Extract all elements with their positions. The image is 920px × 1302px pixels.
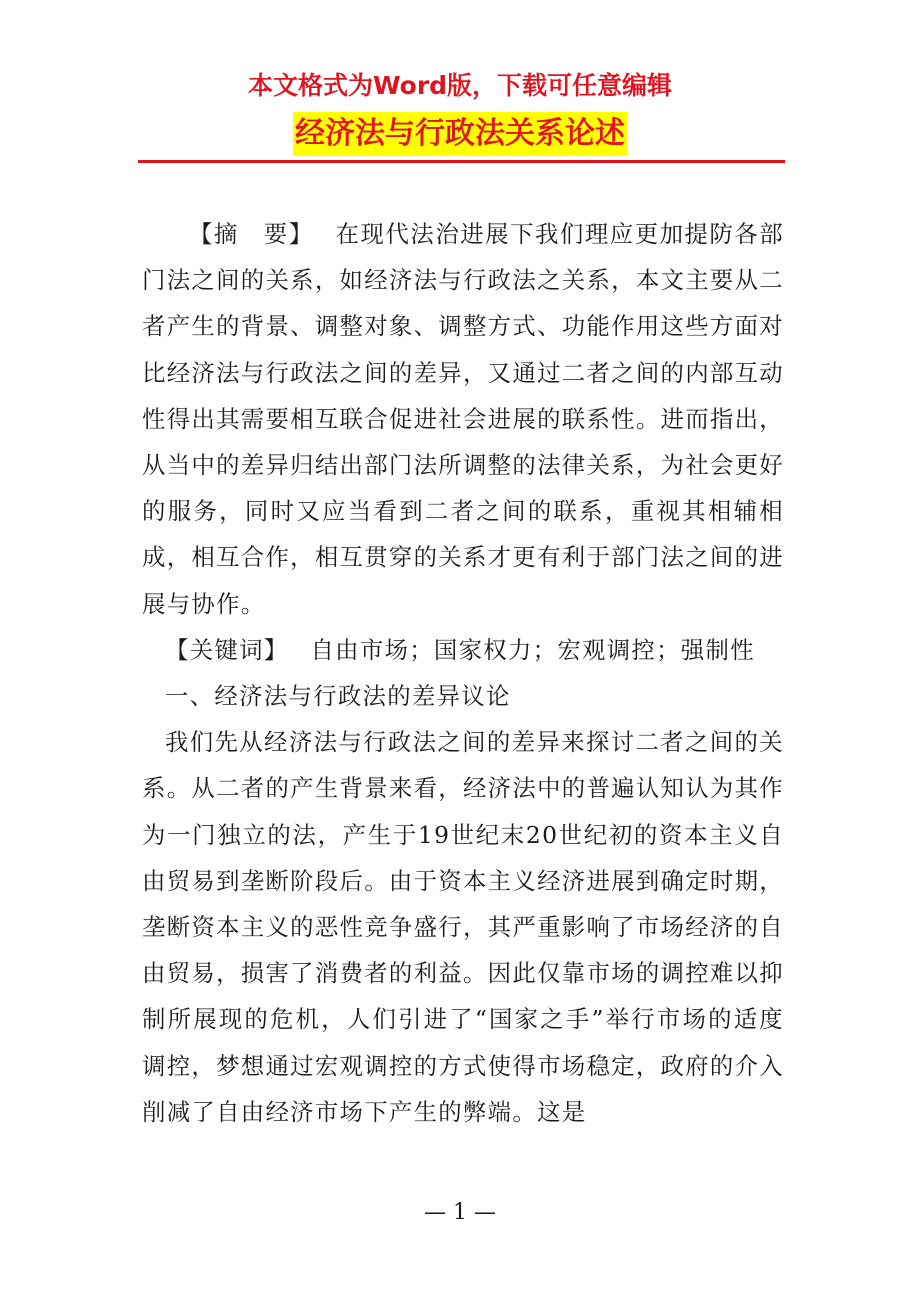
- abstract-text: 在现代法治进展下我们理应更加提防各部门法之间的关系，如经济法与行政法之关系，本文主要从二者产生的背景、调整对象、调整方式、功能作用这些方面对比经济法与行政法之间的差异，又通过二者之间的内部互动性得出其需要相互联合促进社会进展的联系性。进而指出，从当中的差异归结出部门法所调整的法律关系，为社会更好的服务，同时又应当看到二者之间的联系，重视其相辅相成，相互合作，相互贯穿的关系才更有利于部门法之间的进展与协作。: [142, 220, 785, 618]
- format-notice: 本文格式为Word版，下载可任意编辑: [247, 71, 673, 100]
- keywords-paragraph: [142, 627, 784, 673]
- document-body: [142, 211, 784, 1135]
- abstract-paragraph: [142, 211, 784, 627]
- page-number: — 1 —: [424, 1200, 496, 1225]
- section-heading: 一、经济法与行政法的差异议论: [165, 682, 511, 711]
- keywords-text: 自由市场；国家权力；宏观调控；强制性: [310, 635, 755, 664]
- keywords-label: 【关键词】: [165, 635, 289, 664]
- title-divider: [138, 160, 785, 163]
- abstract-label: 【摘 要】: [189, 220, 314, 248]
- document-title: 经济法与行政法关系论述: [293, 112, 627, 156]
- title-container: [0, 112, 920, 156]
- section-paragraph: 我们先从经济法与行政法之间的差异来探讨二者之间的关系。从二者的产生背景来看，经济法中的普遍认知认为其作为一门独立的法，产生于19世纪末20世纪初的资本主义自由贸易到垄断阶段后。由于资本主义经济进展到确定时期，垄断资本主义的恶性竞争盛行，其严重影响了市场经济的自由贸易，损害了消费者的利益。因此仅靠市场的调控难以抑制所展现的危机，人们引进了“国家之手”举行市场的适度调控，梦想通过宏观调控的方式使得市场稳定，政府的介入削减了自由经济市场下产生的弊端。这是: [142, 728, 784, 1126]
